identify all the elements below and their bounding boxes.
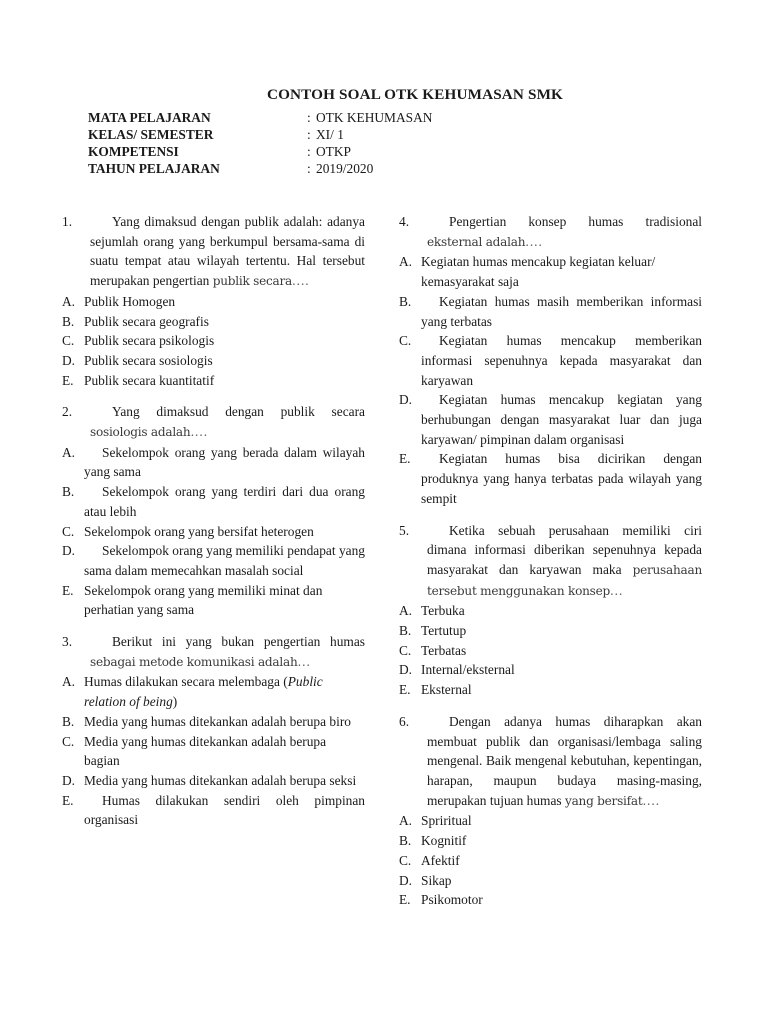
option-list — [399, 252, 702, 508]
question-number: 3. — [62, 634, 73, 650]
metadata-label-tahun-pelajaran: TAHUN PELAJARAN — [88, 161, 220, 177]
option-row[interactable] — [62, 581, 365, 620]
question-stem-main: Berikut ini yang bukan pengertian humas — [112, 634, 365, 650]
option-letter: A. — [62, 293, 76, 309]
option-letter: D. — [62, 352, 76, 368]
metadata-value-text: XI/ 1 — [316, 127, 344, 143]
option-letter: A. — [62, 444, 76, 460]
option-list — [399, 811, 702, 910]
question-block — [399, 521, 702, 700]
option-text: Kegiatan humas masih memberikan informasi yang terbatas — [421, 293, 702, 329]
option-list — [62, 292, 365, 391]
option-text: Internal/eksternal — [421, 662, 515, 678]
metadata-value-tahun-pelajaran — [307, 160, 432, 177]
option-text: Spriritual — [421, 813, 472, 829]
option-text: Publik secara kuantitatif — [84, 372, 215, 388]
document-metadata-table — [88, 109, 432, 177]
question-columns — [0, 212, 768, 922]
option-letter: D. — [62, 543, 76, 559]
option-row[interactable] — [399, 641, 702, 661]
option-text-suffix: ) — [172, 694, 178, 710]
question-stem-text — [90, 402, 365, 442]
option-letter: E. — [62, 582, 74, 598]
option-letter: E. — [399, 682, 411, 698]
question-stem-overlay: sebagai metode komunikasi adalah — [90, 654, 298, 669]
metadata-colon: : — [307, 161, 311, 177]
option-text: Sekelompok orang yang memiliki pendapat yang sama dalam memecahkan masalah social — [84, 543, 365, 578]
question-stem-ellipsis: .... — [292, 274, 310, 289]
option-row[interactable] — [399, 851, 702, 871]
question-stem-ellipsis: .... — [642, 793, 660, 808]
option-row[interactable] — [62, 482, 365, 521]
option-text: Terbuka — [421, 603, 465, 619]
option-row[interactable] — [399, 890, 702, 910]
question-stem-main: Ketika sebuah perusahaan memiliki ciri dimana informasi diberikan sepenuhnya kepada masyarakat dan karyawan maka — [427, 522, 702, 577]
question-stem-row — [62, 212, 365, 292]
page-title: CONTOH SOAL OTK KEHUMASAN SMK — [266, 86, 564, 103]
option-letter: C. — [399, 333, 412, 349]
option-letter: C. — [62, 333, 75, 349]
option-text: Humas dilakukan sendiri oleh pimpinan organisasi — [84, 792, 365, 828]
option-list — [62, 443, 365, 620]
option-text: Publik secara geografis — [84, 313, 209, 329]
document-header — [0, 86, 768, 177]
question-stem-overlay: publik secara — [212, 274, 292, 289]
question-stem-overlay: sosiologis adalah — [90, 425, 191, 440]
question-number: 6. — [399, 713, 410, 729]
question-stem-ellipsis: .... — [525, 234, 543, 249]
option-text: Publik secara psikologis — [84, 333, 215, 349]
option-row[interactable] — [399, 331, 702, 390]
question-number: 2. — [62, 404, 73, 420]
option-text: Sekelompok orang yang bersifat heterogen — [84, 523, 314, 539]
metadata-value-mata-pelajaran — [307, 109, 432, 126]
option-letter: A. — [399, 254, 413, 270]
option-letter: A. — [62, 674, 76, 690]
option-letter: B. — [399, 833, 412, 849]
option-row[interactable] — [399, 660, 702, 680]
option-text: Kegiatan humas mencakup kegiatan keluar/ kemasyarakat saja — [421, 254, 656, 290]
option-letter: E. — [62, 372, 74, 388]
option-letter: B. — [399, 623, 412, 639]
option-list — [62, 672, 365, 830]
option-letter: B. — [62, 484, 75, 500]
option-letter: A. — [399, 813, 413, 829]
option-text: Sekelompok orang yang terdiri dari dua orang atau lebih — [84, 484, 365, 519]
option-letter: E. — [62, 792, 74, 808]
metadata-label-mata-pelajaran: MATA PELAJARAN — [88, 110, 211, 125]
question-stem-overlay: perusahaan tersebut menggunakan konsep — [427, 562, 702, 598]
metadata-value-kelas-semester — [307, 126, 432, 143]
metadata-value-kompetensi — [307, 143, 432, 160]
option-row[interactable] — [399, 811, 702, 831]
option-letter: C. — [62, 523, 75, 539]
question-stem-main: Yang dimaksud dengan publik secara — [112, 404, 365, 420]
question-stem-row — [399, 521, 702, 602]
option-text: Psikomotor — [421, 892, 483, 908]
question-block — [62, 212, 365, 390]
question-number: 1. — [62, 214, 73, 229]
question-block — [399, 712, 702, 910]
option-text-italic: Public relation of being — [84, 674, 323, 710]
question-stem-row — [399, 712, 702, 812]
metadata-colon: : — [307, 127, 311, 143]
option-letter: C. — [399, 852, 412, 868]
metadata-value-text: OTKP — [316, 144, 351, 160]
option-list — [399, 601, 702, 700]
option-row[interactable] — [62, 371, 365, 391]
question-stem-text — [427, 521, 702, 602]
option-letter: A. — [399, 603, 413, 619]
option-text: Kognitif — [421, 833, 467, 849]
option-row[interactable] — [62, 522, 365, 542]
option-row[interactable] — [62, 672, 365, 711]
option-row[interactable] — [62, 771, 365, 791]
option-text — [84, 672, 365, 711]
option-row[interactable] — [62, 541, 365, 580]
metadata-colon: : — [307, 144, 311, 160]
metadata-row-tahun-pelajaran — [88, 160, 432, 177]
option-row[interactable] — [399, 621, 702, 641]
question-stem-text — [90, 212, 365, 292]
option-row[interactable] — [399, 601, 702, 621]
question-stem-row — [62, 632, 365, 672]
option-row[interactable] — [399, 292, 702, 331]
option-text: Media yang humas ditekankan adalah berupa biro — [84, 713, 351, 729]
option-row[interactable] — [62, 312, 365, 332]
option-row[interactable] — [62, 791, 365, 830]
option-row[interactable] — [62, 443, 365, 482]
question-stem-text — [427, 712, 702, 812]
question-number: 4. — [399, 214, 410, 229]
question-stem-main: Pengertian konsep humas tradisional — [449, 214, 702, 229]
question-stem-ellipsis: ... — [297, 654, 311, 669]
question-stem-ellipsis: .... — [190, 425, 208, 440]
option-row[interactable] — [399, 871, 702, 891]
question-stem-ellipsis: ... — [610, 583, 624, 598]
question-number: 5. — [399, 522, 410, 538]
metadata-row-kelas-semester — [88, 126, 432, 143]
question-stem-row — [399, 212, 702, 252]
metadata-value-text: 2019/2020 — [316, 161, 374, 177]
question-column-left — [62, 212, 365, 842]
metadata-label-kompetensi: KOMPETENSI — [88, 144, 179, 160]
metadata-row-kompetensi — [88, 143, 432, 160]
option-letter: D. — [399, 662, 413, 678]
option-text: Sekelompok orang yang berada dalam wilayah yang sama — [84, 444, 365, 480]
question-stem-text — [427, 212, 702, 252]
option-letter: E. — [399, 451, 411, 467]
option-text: Tertutup — [421, 623, 467, 639]
option-text: Media yang humas ditekankan adalah berupa seksi — [84, 772, 357, 788]
option-text-prefix: Humas dilakukan secara melembaga ( — [84, 674, 288, 690]
option-letter: B. — [399, 293, 412, 309]
metadata-colon: : — [307, 110, 311, 125]
option-letter: E. — [399, 892, 411, 908]
option-text: Kegiatan humas mencakup memberikan informasi sepenuhnya kepada masyarakat dan karyawan — [421, 333, 702, 388]
question-column-right — [399, 212, 702, 922]
metadata-label-kelas-semester: KELAS/ SEMESTER — [88, 127, 214, 143]
option-letter: D. — [399, 392, 413, 408]
option-text: Sekelompok orang yang memiliki minat dan perhatian yang sama — [84, 582, 323, 618]
option-row[interactable] — [62, 732, 365, 771]
option-text: Afektif — [421, 852, 460, 868]
option-row[interactable] — [62, 712, 365, 732]
option-text: Kegiatan humas bisa dicirikan dengan produknya yang hanya terbatas pada wilayah yang sempit — [421, 451, 702, 506]
option-text: Publik Homogen — [84, 293, 176, 309]
option-row[interactable] — [399, 252, 702, 291]
option-text: Terbatas — [421, 642, 467, 658]
option-letter: B. — [62, 713, 75, 729]
metadata-rows — [88, 109, 432, 177]
option-row[interactable] — [399, 831, 702, 851]
option-row[interactable] — [62, 351, 365, 371]
option-letter: B. — [62, 313, 75, 329]
option-row[interactable] — [399, 680, 702, 700]
option-letter: D. — [399, 872, 413, 888]
option-letter: C. — [399, 642, 412, 658]
question-stem-main: Dengan adanya humas diharapkan akan membuat publik dan organisasi/lembaga saling mengenal. Baik mengenal kebutuhan, kepentingan, harapan, maupun budaya masing-masing, merupakan tujuan humas — [427, 713, 702, 808]
option-row[interactable] — [62, 292, 365, 312]
option-letter: D. — [62, 772, 76, 788]
option-row[interactable] — [62, 331, 365, 351]
question-block — [62, 402, 365, 620]
option-text: Sikap — [421, 872, 452, 888]
option-text: Kegiatan humas mencakup kegiatan yang berhubungan dengan masyarakat luar dan juga karyawan/ pimpinan dalam organisasi — [421, 392, 702, 447]
question-block — [62, 632, 365, 830]
metadata-row-mata-pelajaran — [88, 109, 432, 126]
option-text: Media yang humas ditekankan adalah berupa bagian — [84, 733, 327, 769]
question-stem-row — [62, 402, 365, 442]
question-stem-main: Yang dimaksud dengan publik adalah: adanya sejumlah orang yang berkumpul bersama-sama di suatu tempat atau wilayah tertentu. Hal tersebut merupakan pengertian — [90, 214, 365, 289]
option-row[interactable] — [399, 449, 702, 508]
question-stem-overlay: yang bersifat — [564, 793, 643, 808]
metadata-value-text: OTK KEHUMASAN — [316, 110, 433, 125]
question-stem-text — [90, 632, 365, 672]
question-block — [399, 212, 702, 509]
question-stem-overlay: eksternal adalah — [427, 234, 526, 249]
option-letter: C. — [62, 733, 75, 749]
option-text: Publik secara sosiologis — [84, 352, 213, 368]
option-row[interactable] — [399, 390, 702, 449]
option-text: Eksternal — [421, 682, 472, 698]
